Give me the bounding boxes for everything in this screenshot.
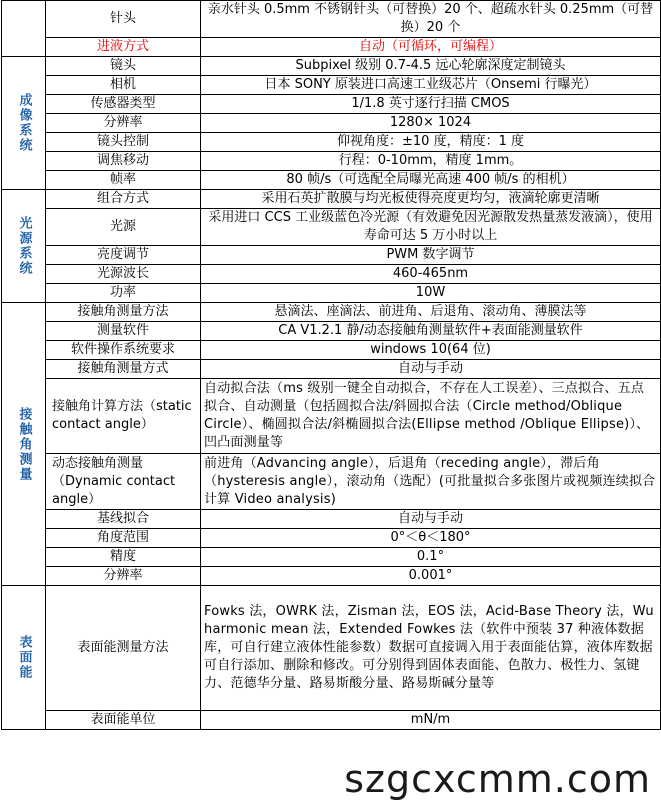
row-label: 接触角计算方法（static contact angle） <box>46 379 201 454</box>
row-label: 表面能测量方法 <box>46 586 201 711</box>
row-value: 10W <box>201 284 661 303</box>
row-label: 组合方式 <box>46 190 201 209</box>
table-row <box>2 284 661 303</box>
table-row <box>2 57 661 76</box>
row-value: 自动拟合法（ms 级别一键全自动拟合，不存在人工误差）、三点拟合、五点拟合、自动测量（包括圆拟合法/斜圆拟合法（Circle method/Oblique Circle）、椭圆拟合法/斜椭圆拟合法(Ellipse method /Oblique Ellipse)）、凹凸面测量等 <box>201 379 661 454</box>
table-row <box>2 246 661 265</box>
table-row <box>2 303 661 322</box>
table-row <box>2 529 661 548</box>
category-surface-energy: 表面能 <box>2 586 46 730</box>
table-row <box>2 567 661 586</box>
row-label: 镜头控制 <box>46 133 201 152</box>
table-row <box>2 1 661 38</box>
table-row <box>2 152 661 171</box>
row-label: 基线拟合 <box>46 510 201 529</box>
table-row <box>2 360 661 379</box>
table-row <box>2 586 661 711</box>
row-value: mN/m <box>201 711 661 730</box>
row-value: 1/1.8 英寸逐行扫描 CMOS <box>201 95 661 114</box>
table-row <box>2 171 661 190</box>
row-value: 0.1° <box>201 548 661 567</box>
row-value: 日本 SONY 原装进口高速工业级芯片（Onsemi 行曝光） <box>201 76 661 95</box>
row-label: 角度范围 <box>46 529 201 548</box>
row-label: 针头 <box>46 1 201 38</box>
row-value: 采用石英扩散膜与均光板使得亮度更均匀，液滴轮廓更清晰 <box>201 190 661 209</box>
row-value: 采用进口 CCS 工业级蓝色冷光源（有效避免因光源散发热量蒸发液滴），使用寿命可达 5 万小时以上 <box>201 209 661 246</box>
table-row <box>2 265 661 284</box>
row-label: 软件操作系统要求 <box>46 341 201 360</box>
table-row <box>2 711 661 730</box>
row-value: 前进角（Advancing angle），后退角（receding angle），滞后角（hysteresis angle），滚动角（选配）(可批量拟合多张图片或视频连续拟合计算 Video analysis) <box>201 454 661 510</box>
row-label: 测量软件 <box>46 322 201 341</box>
row-value: 行程：0-10mm，精度 1mm。 <box>201 152 661 171</box>
row-value: 0°＜θ＜180° <box>201 529 661 548</box>
row-label: 镜头 <box>46 57 201 76</box>
row-label: 表面能单位 <box>46 711 201 730</box>
row-value: 1280× 1024 <box>201 114 661 133</box>
row-label: 光源波长 <box>46 265 201 284</box>
category-contact-angle: 接触角测量 <box>2 303 46 586</box>
category-imaging: 成像系统 <box>2 57 46 190</box>
table-row <box>2 133 661 152</box>
row-label: 亮度调节 <box>46 246 201 265</box>
row-value: 仰视角度：±10 度，精度：1 度 <box>201 133 661 152</box>
category-light: 光源系统 <box>2 190 46 303</box>
row-value: 自动（可循环，可编程） <box>201 38 661 57</box>
row-value: 460-465nm <box>201 265 661 284</box>
table-row <box>2 95 661 114</box>
table-row <box>2 379 661 454</box>
row-value: Fowks 法，OWRK 法，Zisman 法，EOS 法，Acid-Base Theory 法，Wu harmonic mean 法，Extended Fowkes 法（软件中预装 37 种液体数据库，可自行建立液体性能参数）数据可直接调入用于表面能估算，液体库数据可自行添加、删除和修改。可分别得到固体表面能、色散力、极性力、氢键力、范德华分量、路易斯酸分量、路易斯碱分量等 <box>201 586 661 711</box>
row-value: windows 10(64 位) <box>201 341 661 360</box>
row-value: 悬滴法、座滴法、前进角、后退角、滚动角、薄膜法等 <box>201 303 661 322</box>
row-label: 接触角测量方法 <box>46 303 201 322</box>
table-row <box>2 322 661 341</box>
row-label: 传感器类型 <box>46 95 201 114</box>
category-cell-blank <box>2 1 46 57</box>
row-label: 精度 <box>46 548 201 567</box>
row-value: 0.001° <box>201 567 661 586</box>
table-row <box>2 510 661 529</box>
row-label: 分辨率 <box>46 567 201 586</box>
row-label: 动态接触角测量（Dynamic contact angle） <box>46 454 201 510</box>
table-row <box>2 114 661 133</box>
row-value: PWM 数字调节 <box>201 246 661 265</box>
row-label: 光源 <box>46 209 201 246</box>
row-label: 相机 <box>46 76 201 95</box>
table-row <box>2 76 661 95</box>
row-label: 调焦移动 <box>46 152 201 171</box>
table-row <box>2 190 661 209</box>
table-row <box>2 454 661 510</box>
table-row <box>2 548 661 567</box>
row-label: 帧率 <box>46 171 201 190</box>
row-label: 进液方式 <box>46 38 201 57</box>
table-row <box>2 341 661 360</box>
row-value: 亲水针头 0.5mm 不锈钢针头（可替换）20 个、超疏水针头 0.25mm（可替换）20 个 <box>201 1 661 38</box>
watermark: szgcxcmm.com <box>340 757 655 801</box>
row-label: 分辨率 <box>46 114 201 133</box>
table-row <box>2 209 661 246</box>
row-value: Subpixel 级别 0.7-4.5 远心轮廓深度定制镜头 <box>201 57 661 76</box>
row-label: 功率 <box>46 284 201 303</box>
row-value: 80 帧/s（可选配全局曝光高速 400 帧/s 的相机） <box>201 171 661 190</box>
row-value: 自动与手动 <box>201 510 661 529</box>
row-label: 接触角测量方式 <box>46 360 201 379</box>
spec-table <box>1 0 661 730</box>
table-row <box>2 38 661 57</box>
row-value: CA V1.2.1 静/动态接触角测量软件+表面能测量软件 <box>201 322 661 341</box>
row-value: 自动与手动 <box>201 360 661 379</box>
